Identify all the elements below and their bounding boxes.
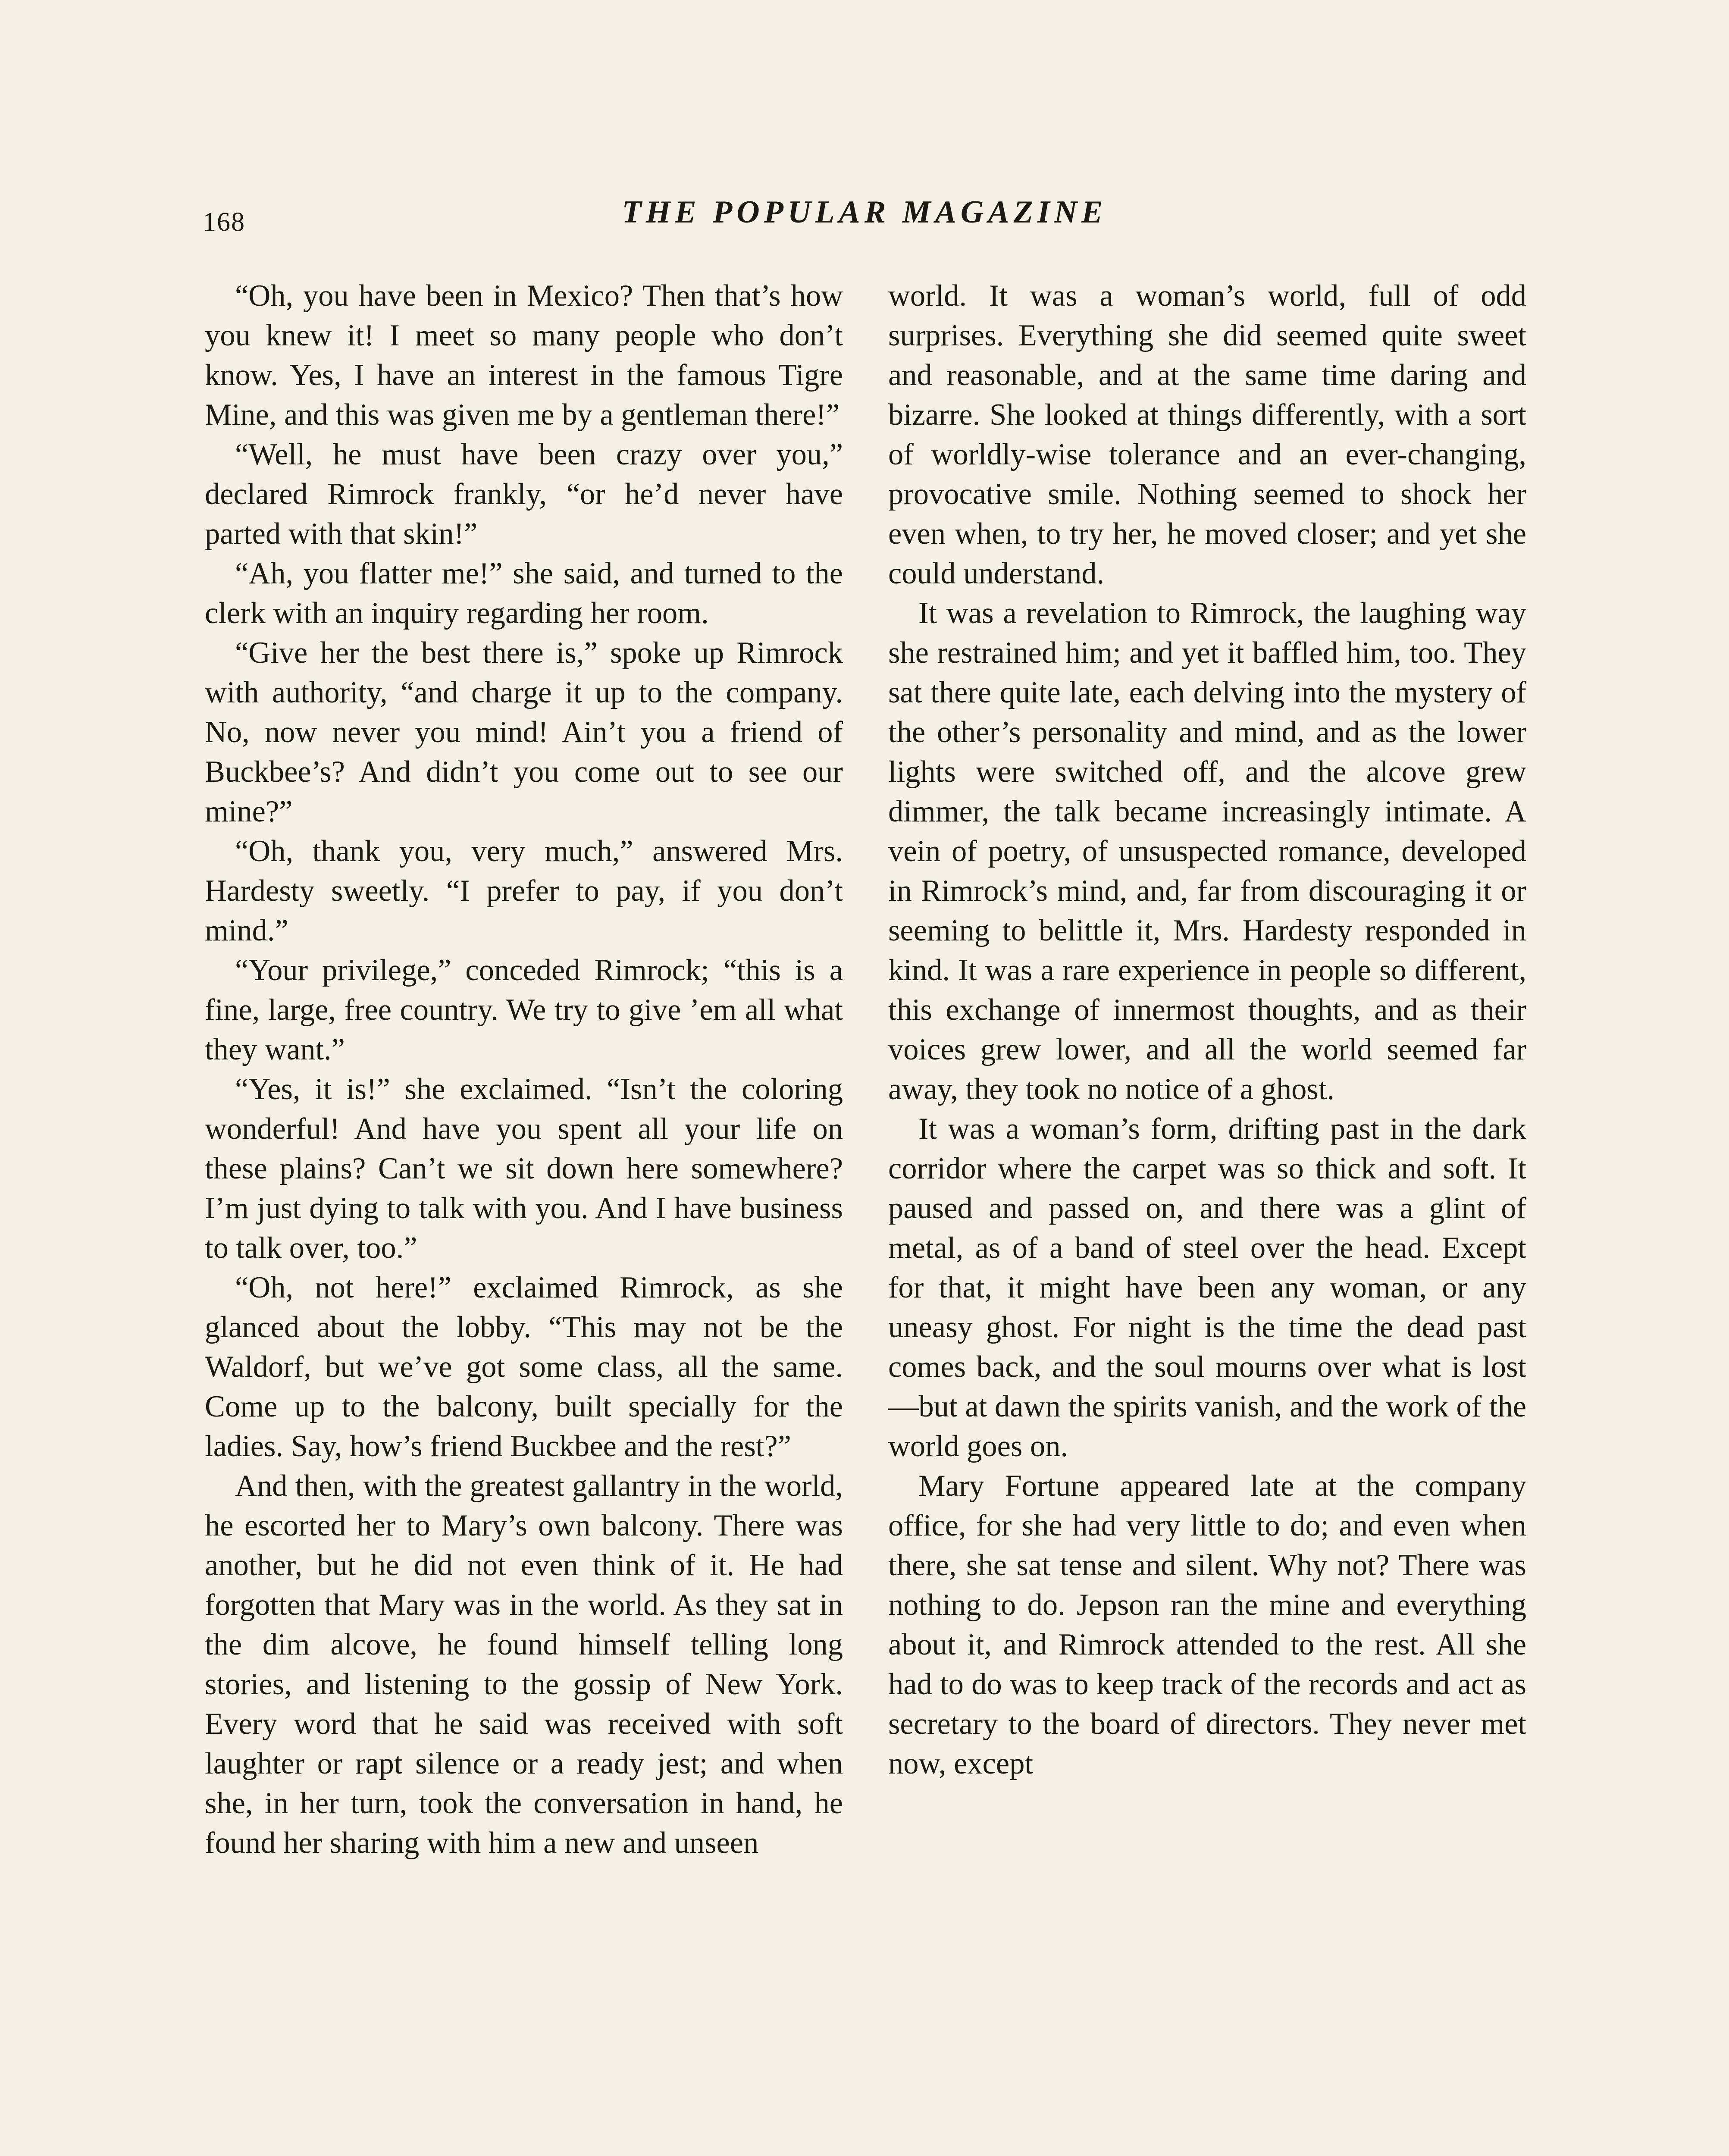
- paragraph: “Your privilege,” conceded Rimrock; “this is a fine, large, free country. We try to give ’em all what they want.”: [205, 953, 843, 1066]
- paragraph: And then, with the greatest gallantry in the world, he escorted her to Mary’s own balcony. There was another, but he did not even think of it. He had forgotten that Mary was in the world. As they sat in the dim alcove, he found himself telling long stories, and listening to the gossip of New York. Every word that he said was received with soft laughter or rapt silence or a ready jest; and when she, in her turn, took the conversation in hand, he found her sharing with him a new and unseen: [205, 1469, 843, 1860]
- paragraph: “Ah, you flatter me!” she said, and turned to the clerk with an inquiry regarding her room.: [205, 557, 843, 630]
- paragraph: “Give her the best there is,” spoke up Rimrock with authority, “and charge it up to the company. No, now never you mind! Ain’t you a friend of Buckbee’s? And didn’t you come out to see our mine?”: [205, 636, 843, 828]
- paragraph: It was a revelation to Rimrock, the laughing way she restrained him; and yet it baffled him, too. They sat there quite late, each delving into the mystery of the other’s personality and mind, and as the lower lights were switched off, and the alcove grew dimmer, the talk became increasingly intimate. A vein of poetry, of unsuspected romance, developed in Rimrock’s mind, and, far from discouraging it or seeming to belittle it, Mrs. Hardesty responded in kind. It was a rare experience in people so different, this exchange of innermost thoughts, and as their voices grew lower, and all the world seemed far away, they took no notice of a ghost.: [888, 596, 1526, 1106]
- right-column: [888, 276, 1526, 1783]
- page-number: 168: [203, 207, 245, 237]
- running-title: THE POPULAR MAGAZINE: [622, 194, 1107, 230]
- paragraph: “Oh, you have been in Mexico? Then that’s how you knew it! I meet so many people who don’t know. Yes, I have an interest in the famous Tigre Mine, and this was given me by a gentleman there!”: [205, 279, 843, 432]
- page-header: [0, 190, 1729, 241]
- paragraph: “Well, he must have been crazy over you,” declared Rimrock frankly, “or he’d never have parted with that skin!”: [205, 438, 843, 551]
- left-column: [205, 276, 843, 1863]
- paragraph: “Oh, not here!” exclaimed Rimrock, as she glanced about the lobby. “This may not be the Waldorf, but we’ve got some class, all the same. Come up to the balcony, built specially for the ladies. Say, how’s friend Buckbee and the rest?”: [205, 1271, 843, 1463]
- paragraph: “Oh, thank you, very much,” answered Mrs. Hardesty sweetly. “I prefer to pay, if you don’t mind.”: [205, 834, 843, 947]
- paragraph: “Yes, it is!” she exclaimed. “Isn’t the coloring wonderful! And have you spent all your life on these plains? Can’t we sit down here somewhere? I’m just dying to talk with you. And I have business to talk over, too.”: [205, 1072, 843, 1265]
- paragraph: Mary Fortune appeared late at the company office, for she had very little to do; and even when there, she sat tense and silent. Why not? There was nothing to do. Jepson ran the mine and everything about it, and Rimrock attended to the rest. All she had to do was to keep track of the records and act as secretary to the board of directors. They never met now, except: [888, 1469, 1526, 1780]
- paragraph: It was a woman’s form, drifting past in the dark corridor where the carpet was so thick and soft. It paused and passed on, and there was a glint of metal, as of a band of steel over the head. Except for that, it might have been any woman, or any uneasy ghost. For night is the time the dead past comes back, and the soul mourns over what is lost—but at dawn the spirits vanish, and the work of the world goes on.: [888, 1112, 1526, 1463]
- paragraph: world. It was a woman’s world, full of odd surprises. Everything she did seemed quite sweet and reasonable, and at the same time daring and bizarre. She looked at things differently, with a sort of worldly-wise tolerance and an ever-changing, provocative smile. Nothing seemed to shock her even when, to try her, he moved closer; and yet she could understand.: [888, 279, 1526, 590]
